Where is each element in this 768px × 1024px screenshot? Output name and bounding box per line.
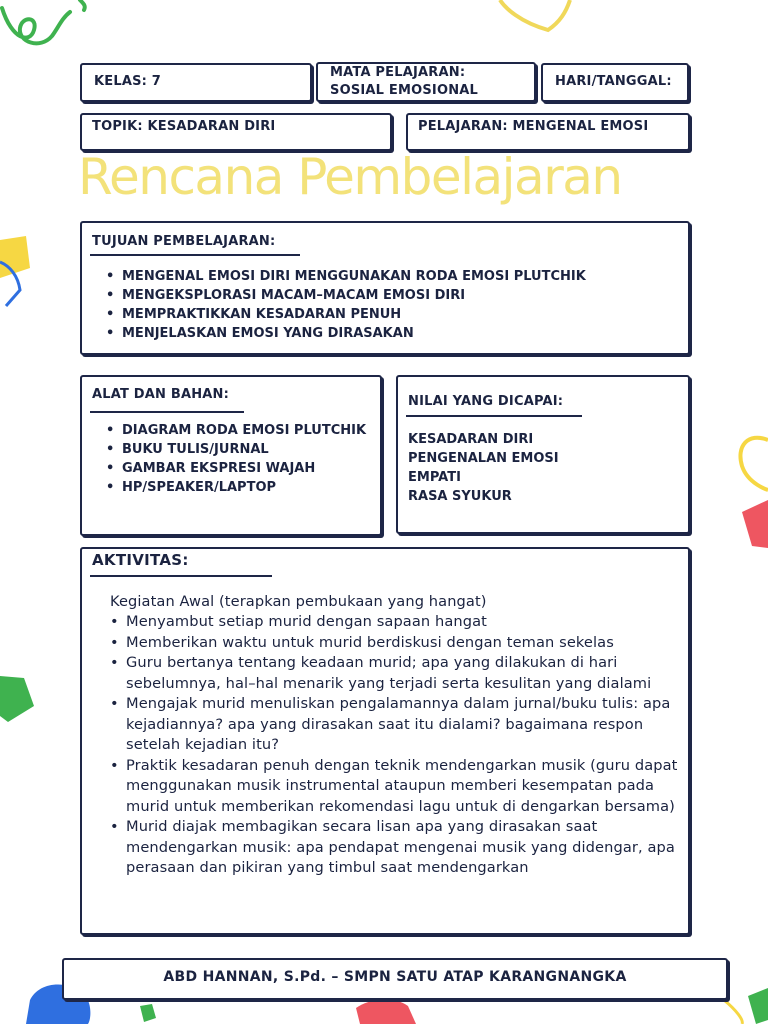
yellow-loop-right [740,438,768,490]
red-shape-right [742,500,768,548]
pelajaran-box [406,113,690,151]
footer-author: ABD HANNAN, S.Pd. – SMPN SATU ATAP KARANGNANGKA [163,969,627,985]
list-item: • MENGEKSPLORASI MACAM–MACAM EMOSI DIRI [104,286,586,305]
list-item: PENGENALAN EMOSI [408,451,559,466]
topik-label: TOPIK: KESADARAN DIRI [92,119,276,134]
list-item: • Menyambut setiap murid dengan sapaan hangat [108,612,678,633]
yellow-curve-bottom-right [724,1000,742,1024]
green-shape-bottom [140,1004,156,1022]
list-item: • MEMPRAKTIKKAN KESADARAN PENUH [104,305,586,324]
list-item: • Praktik kesadaran penuh dengan teknik mendengarkan musik (guru dapat menggunakan musik instrumental ataupun memberi kesempatan pada murid untuk memberikan rekomendasi lagu untuk di dengarkan bersama) [108,756,678,818]
aktivitas-box [80,547,690,935]
alat-bahan-list [104,421,366,497]
green-shape-left [0,676,34,722]
alat-bahan-heading: ALAT DAN BAHAN: [92,387,230,402]
tujuan-heading: TUJUAN PEMBELAJARAN: [92,234,276,249]
mata-pelajaran-label: MATA PELAJARAN: [330,65,466,80]
mata-pelajaran-box [316,62,536,102]
green-squiggle-top-left [2,8,70,43]
aktivitas-list [108,612,678,879]
list-item: • BUKU TULIS/JURNAL [104,440,366,459]
red-shape-bottom [356,999,416,1024]
tujuan-list [104,267,586,343]
aktivitas-intro: Kegiatan Awal (terapkan pembukaan yang hangat) [110,593,487,610]
hari-tanggal-box [541,63,689,102]
list-item: • DIAGRAM RODA EMOSI PLUTCHIK [104,421,366,440]
green-squiggle-top [80,0,85,10]
aktivitas-heading-underline [90,575,272,577]
list-item: EMPATI [408,470,461,485]
nilai-box [396,375,690,534]
topik-box [80,113,392,151]
kelas-label: KELAS: 7 [94,74,162,89]
kelas-box [80,63,312,102]
mata-pelajaran-value: SOSIAL EMOSIONAL [330,83,479,98]
list-item: • HP/SPEAKER/LAPTOP [104,478,366,497]
list-item: • GAMBAR EKSPRESI WAJAH [104,459,366,478]
list-item: • Mengajak murid menuliskan pengalamannya dalam jurnal/buku tulis: apa kejadiannya? apa yang dirasakan saat itu dialami? bagaimana respon setelah kejadian itu? [108,694,678,756]
aktivitas-heading: AKTIVITAS: [92,551,189,569]
nilai-heading-underline [406,415,582,417]
pelajaran-label: PELAJARAN: MENGENAL EMOSI [418,119,649,134]
tujuan-box [80,221,690,355]
green-shape-bottom-right [748,988,768,1024]
list-item: • MENJELASKAN EMOSI YANG DIRASAKAN [104,324,586,343]
page-title: Rencana Pembelajaran [78,148,622,206]
nilai-list [408,430,559,506]
yellow-shape-left [0,236,30,278]
yellow-heart-outline [500,0,570,30]
list-item: RASA SYUKUR [408,489,512,504]
list-item: • MENGENAL EMOSI DIRI MENGGUNAKAN RODA EMOSI PLUTCHIK [104,267,586,286]
alat-bahan-heading-underline [90,411,244,413]
list-item: • Murid diajak membagikan secara lisan apa yang dirasakan saat mendengarkan musik: apa pendapat mengenai musik yang didengar, apa perasaan dan pikiran yang timbul saat mendengarkan [108,817,678,879]
nilai-heading: NILAI YANG DICAPAI: [408,394,564,409]
list-item: • Memberikan waktu untuk murid berdiskusi dengan teman sekelas [108,633,678,654]
alat-bahan-box [80,375,382,536]
list-item: • Guru bertanya tentang keadaan murid; apa yang dilakukan di hari sebelumnya, hal–hal menarik yang terjadi serta kesulitan yang dialami [108,653,678,694]
tujuan-heading-underline [90,254,300,256]
footer-box [62,958,728,1000]
list-item: KESADARAN DIRI [408,432,534,447]
hari-tanggal-label: HARI/TANGGAL: [555,74,672,89]
